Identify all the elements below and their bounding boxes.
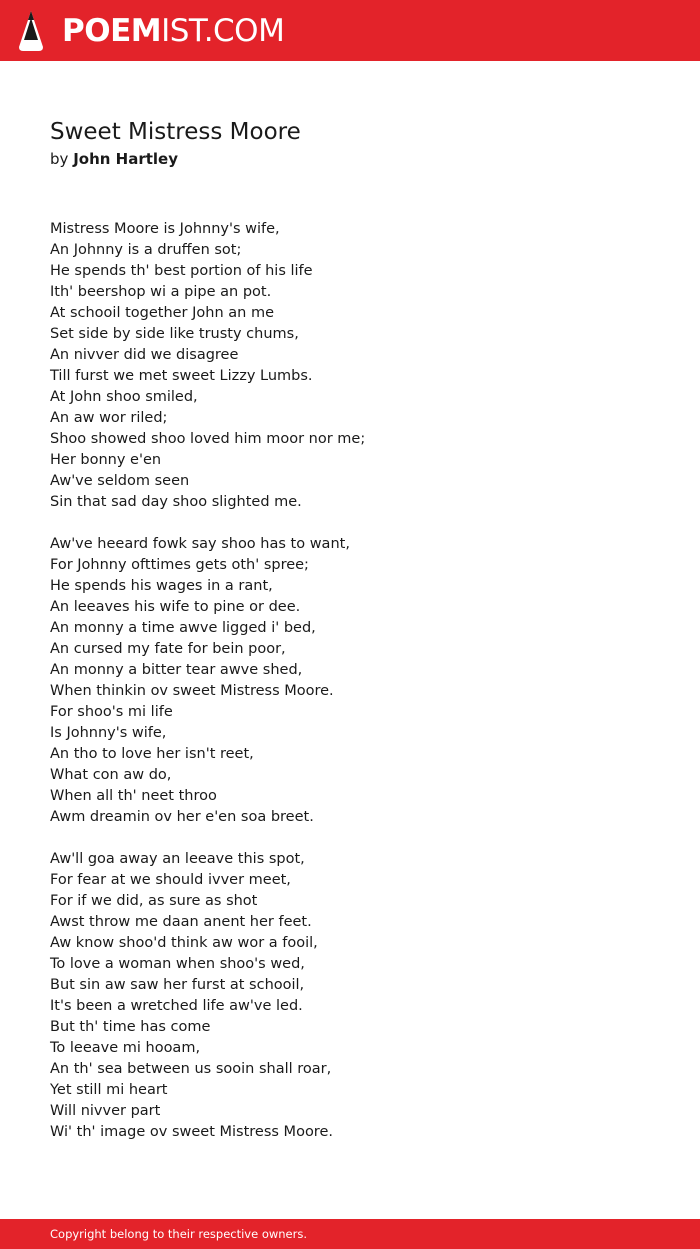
poem-line: Till furst we met sweet Lizzy Lumbs.	[50, 368, 313, 384]
top-header-bar	[0, 0, 700, 61]
by-label: by	[50, 150, 69, 168]
poem-line: What con aw do,	[50, 767, 172, 783]
copyright-text: Copyright belong to their respective owners.	[50, 1227, 308, 1241]
poem-line: For if we did, as sure as shot	[50, 893, 258, 909]
poem-line: To leeave mi hooam,	[50, 1040, 201, 1056]
poem-stanza	[50, 849, 650, 1143]
poem-line: When all th' neet throo	[50, 788, 217, 804]
poem-line: For Johnny ofttimes gets oth' spree;	[50, 557, 309, 573]
poem-line: An nivver did we disagree	[50, 347, 239, 363]
poem-title: Sweet Mistress Moore	[50, 119, 301, 145]
poem-line: An th' sea between us sooin shall roar,	[50, 1061, 332, 1077]
poem-line: Awst throw me daan anent her feet.	[50, 914, 312, 930]
poem-line: Ith' beershop wi a pipe an pot.	[50, 284, 272, 300]
poem-line: Set side by side like trusty chums,	[50, 326, 299, 342]
poem-line: At schooil together John an me	[50, 305, 274, 321]
poem-line: Aw'll goa away an leeave this spot,	[50, 851, 305, 867]
poem-line: But th' time has come	[50, 1019, 211, 1035]
poem-line: Aw've seldom seen	[50, 473, 190, 489]
poem-line: But sin aw saw her furst at schooil,	[50, 977, 305, 993]
poem-line: Yet still mi heart	[50, 1082, 168, 1098]
poem-body	[50, 219, 650, 1164]
poem-line: He spends his wages in a rant,	[50, 578, 273, 594]
brand-bold: POEM	[62, 13, 162, 49]
footer-bar	[0, 1219, 700, 1249]
poem-line: An cursed my fate for bein poor,	[50, 641, 286, 657]
poem-line: For shoo's mi life	[50, 704, 173, 720]
poem-line: An tho to love her isn't reet,	[50, 746, 254, 762]
poem-line: Wi' th' image ov sweet Mistress Moore.	[50, 1124, 333, 1140]
poem-line: Aw know shoo'd think aw wor a fooil,	[50, 935, 318, 951]
site-logo-text[interactable]	[62, 12, 284, 50]
poem-line: When thinkin ov sweet Mistress Moore.	[50, 683, 334, 699]
poem-line: Aw've heeard fowk say shoo has to want,	[50, 536, 350, 552]
poem-stanza	[50, 219, 650, 513]
poem-line: Mistress Moore is Johnny's wife,	[50, 221, 280, 237]
author-name: John Hartley	[73, 150, 178, 168]
brand-light: IST.COM	[161, 13, 285, 49]
poem-line: An aw wor riled;	[50, 410, 168, 426]
poem-line: Will nivver part	[50, 1103, 161, 1119]
poem-line: An monny a time awve ligged i' bed,	[50, 620, 316, 636]
poem-line: Shoo showed shoo loved him moor nor me;	[50, 431, 366, 447]
poem-line: He spends th' best portion of his life	[50, 263, 313, 279]
poem-line: For fear at we should ivver meet,	[50, 872, 291, 888]
poem-stanza	[50, 534, 650, 828]
poem-line: Awm dreamin ov her e'en soa breet.	[50, 809, 314, 825]
poem-line: To love a woman when shoo's wed,	[50, 956, 305, 972]
pencil-tip-icon[interactable]	[18, 10, 44, 52]
poem-line: It's been a wretched life aw've led.	[50, 998, 303, 1014]
poem-line: An leeaves his wife to pine or dee.	[50, 599, 301, 615]
poem-line: Sin that sad day shoo slighted me.	[50, 494, 302, 510]
poem-line: Her bonny e'en	[50, 452, 162, 468]
byline	[50, 149, 178, 169]
poem-line: At John shoo smiled,	[50, 389, 198, 405]
poem-line: An monny a bitter tear awve shed,	[50, 662, 303, 678]
poem-line: Is Johnny's wife,	[50, 725, 167, 741]
poem-line: An Johnny is a druffen sot;	[50, 242, 242, 258]
